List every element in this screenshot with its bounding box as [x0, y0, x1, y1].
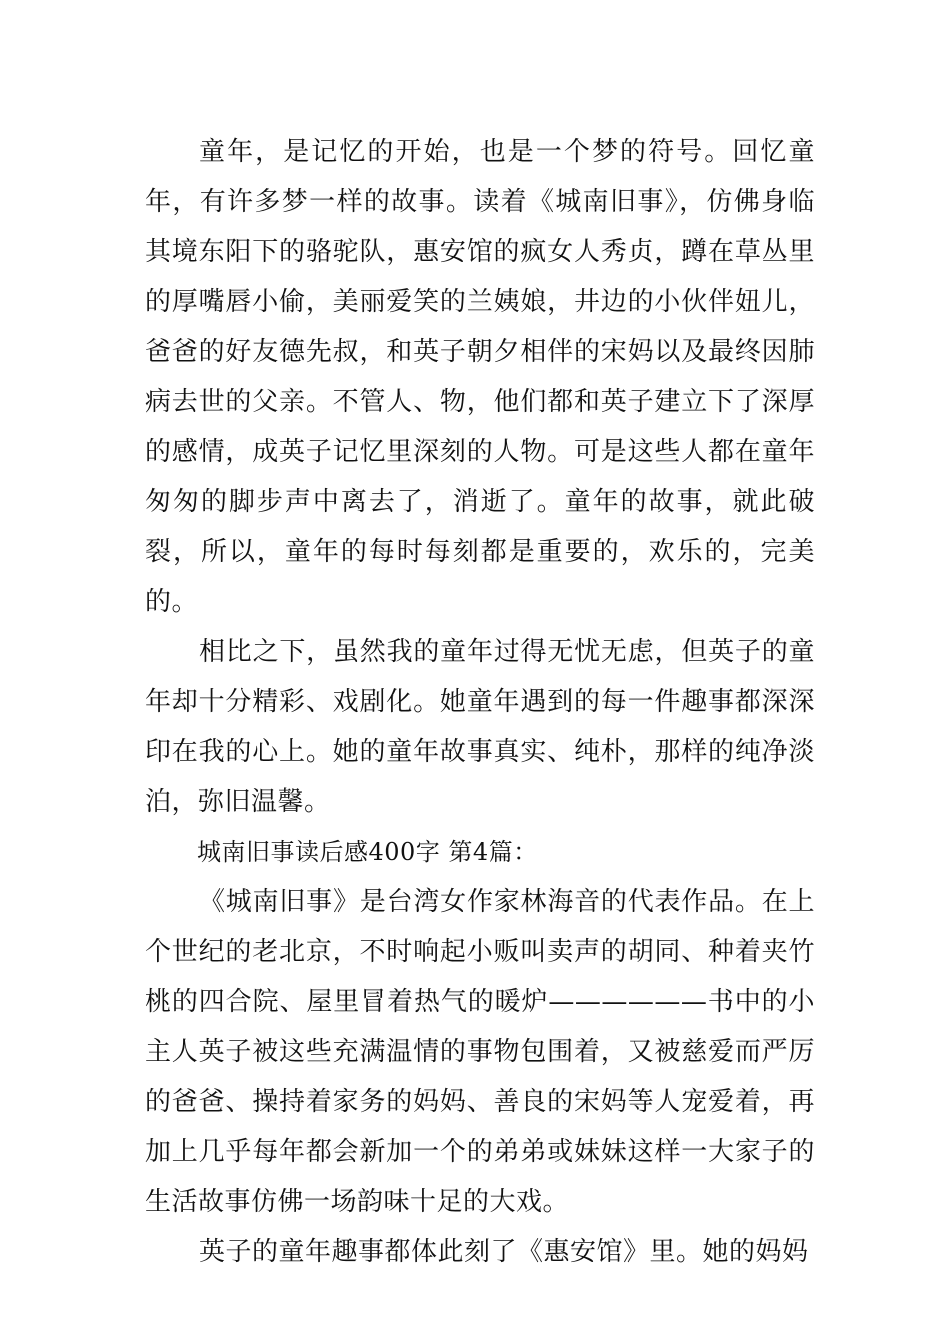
- document-body: [145, 127, 815, 1277]
- paragraph-3: 《城南旧事》是台湾女作家林海音的代表作品。在上个世纪的老北京，不时响起小贩叫卖声的胡同、种着夹竹桃的四合院、屋里冒着热气的暖炉——————书中的小主人英子被这些充满温情的事物包围着，又被慈爱而严厉的爸爸、操持着家务的妈妈、善良的宋妈等人宠爱着，再加上几乎每年都会新加一个的弟弟或妹妹这样一大家子的生活故事仿佛一场韵味十足的大戏。: [145, 887, 815, 1217]
- paragraph-4: 英子的童年趣事都体此刻了《惠安馆》里。她的妈妈: [199, 1237, 809, 1267]
- paragraph-1: 童年，是记忆的开始，也是一个梦的符号。回忆童年，有许多梦一样的故事。读着《城南旧事》，仿佛身临其境东阳下的骆驼队，惠安馆的疯女人秀贞，蹲在草丛里的厚嘴唇小偷，美丽爱笑的兰姨娘，井边的小伙伴妞儿，爸爸的好友德先叔，和英子朝夕相伴的宋妈以及最终因肺病去世的父亲。不管人、物，他们都和英子建立下了深厚的感情，成英子记忆里深刻的人物。可是这些人都在童年匆匆的脚步声中离去了，消逝了。童年的故事，就此破裂，所以，童年的每时每刻都是重要的，欢乐的，完美的。: [145, 137, 815, 617]
- paragraph-2: 相比之下，虽然我的童年过得无忧无虑，但英子的童年却十分精彩、戏剧化。她童年遇到的每一件趣事都深深印在我的心上。她的童年故事真实、纯朴，那样的纯净淡泊，弥旧温馨。: [145, 637, 815, 817]
- section-heading: 城南旧事读后感400字 第4篇：: [197, 838, 538, 866]
